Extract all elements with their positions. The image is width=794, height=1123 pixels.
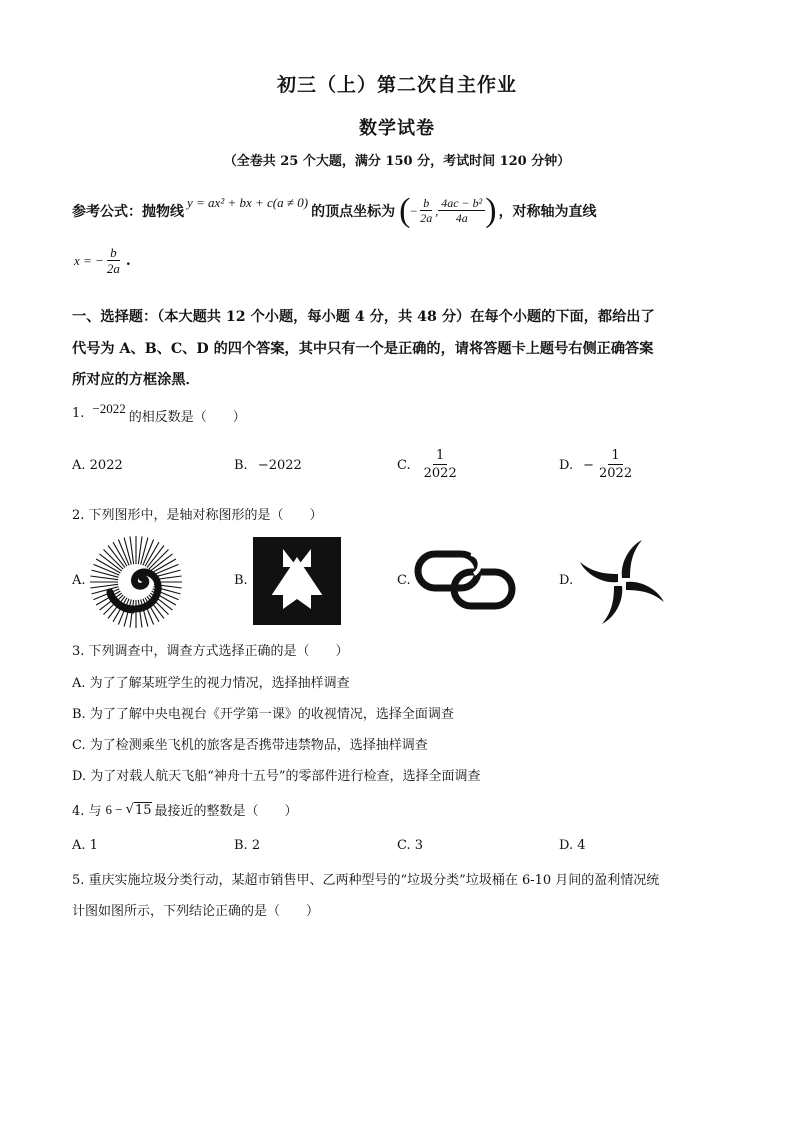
q2-option-b-label[interactable]: B. — [234, 573, 248, 588]
axis-numerator: b — [107, 246, 120, 261]
q3-stem: 3. 下列调查中，调查方式选择正确的是（ ） — [72, 644, 349, 659]
q4-text: 最接近的整数是（ ） — [154, 804, 298, 819]
vertex-x-denominator: 2a — [420, 211, 433, 225]
axis-of-symmetry — [74, 246, 131, 276]
vertex-separator: , — [435, 203, 439, 218]
axis-denominator: 2a — [106, 261, 120, 276]
q3-option-a[interactable]: A. 为了了解某班学生的视力情况，选择抽样调查 — [72, 676, 350, 691]
q1-math: −2022 — [92, 401, 126, 416]
q1-option-c[interactable] — [397, 447, 460, 483]
q4-stem — [72, 800, 298, 819]
q2-figure-c-chain-links-icon[interactable] — [414, 550, 518, 612]
q2-option-c-label[interactable]: C. — [397, 573, 411, 588]
q1-number: 1. — [72, 406, 85, 421]
q1-option-c-label: C. — [397, 457, 411, 473]
vertex-y-fraction — [438, 196, 485, 226]
q1-option-d[interactable] — [559, 447, 635, 483]
q1-option-d-denominator: 2022 — [599, 466, 633, 481]
q3-option-d[interactable]: D. 为了对载人航天飞船“神舟十五号”的零部件进行检查，选择全面调查 — [72, 769, 481, 784]
vertex-coordinates — [399, 192, 496, 230]
vertex-y-denominator: 4a — [455, 211, 468, 225]
q1-option-d-numerator: 1 — [608, 447, 622, 465]
q4-option-b[interactable]: B. 2 — [234, 838, 261, 853]
q2-stem: 2. 下列图形中，是轴对称图形的是（ ） — [72, 508, 323, 523]
axis-end: . — [125, 253, 131, 269]
section1-line3: 所对应的方框涂黑． — [72, 372, 200, 388]
q2-option-a-label[interactable]: A. — [72, 573, 86, 588]
subject-title: 数学试卷 — [359, 118, 435, 139]
vertex-x-sign: − — [410, 203, 418, 218]
q1-stem — [72, 401, 246, 425]
q3-option-b[interactable]: B. 为了了解中央电视台《开学第一课》的收视情况，选择全面调查 — [72, 707, 454, 722]
q1-option-c-fraction — [421, 447, 460, 483]
axis-fraction — [104, 246, 123, 276]
page-title: 初三（上）第二次自主作业 — [276, 74, 517, 96]
q1-option-d-fraction — [596, 447, 635, 483]
vertex-x-numerator: b — [420, 196, 432, 211]
q1-option-c-denominator: 2022 — [423, 466, 457, 481]
q5-line1: 5. 重庆实施垃圾分类行动，某超市销售甲、乙两种型号的“垃圾分类”垃圾桶在 6-10 月间的盈利情况统 — [72, 873, 660, 888]
q1-option-b[interactable] — [234, 458, 302, 473]
section1-line2: 代号为 A、B、C、D 的四个答案，其中只有一个是正确的，请将答题卡上题号右侧正确答案 — [72, 341, 654, 357]
axis-lhs: x = − — [74, 253, 104, 268]
q2-figure-d-pinwheel-icon[interactable] — [574, 536, 670, 628]
q2-option-d-label[interactable]: D. — [559, 573, 574, 588]
q1-option-d-sign: − — [583, 457, 594, 473]
q4-math: 6 − — [105, 801, 123, 817]
vertex-close-paren: ) — [485, 192, 497, 229]
formula-vertex-label: 的顶点坐标为 — [311, 204, 396, 220]
q1-option-b-label: B. — [234, 458, 248, 473]
section1-line1: 一、选择题：（本大题共 12 个小题，每小题 4 分，共 48 分）在每个小题的下面，都给出了 — [72, 309, 655, 325]
q1-option-d-label: D. — [559, 457, 574, 473]
formula-suffix: ，对称轴为直线 — [498, 204, 597, 220]
exam-info: （全卷共 25 个大题，满分 150 分，考试时间 120 分钟） — [223, 154, 571, 169]
q3-option-c[interactable]: C. 为了检测乘坐飞机的旅客是否携带违禁物品，选择抽样调查 — [72, 738, 428, 753]
q5-line2: 计图如图所示，下列结论正确的是（ ） — [72, 904, 320, 919]
q4-number: 4. 与 — [72, 804, 102, 819]
q1-text: 的相反数是（ ） — [128, 410, 246, 425]
vertex-x-fraction — [417, 196, 435, 226]
q4-option-c[interactable]: C. 3 — [397, 838, 424, 853]
q4-option-a[interactable]: A. 1 — [72, 838, 98, 853]
vertex-open-paren: ( — [399, 192, 411, 229]
vertex-y-numerator: 4ac − b² — [438, 196, 485, 211]
q2-figure-b-blocks-icon[interactable] — [253, 537, 341, 625]
q4-radicand: 15 — [134, 802, 152, 818]
q1-option-c-numerator: 1 — [433, 447, 447, 465]
q2-figure-a-spiral-icon[interactable] — [88, 534, 184, 630]
q4-option-d[interactable]: D. 4 — [559, 838, 586, 853]
formula-prefix: 参考公式：抛物线 — [72, 204, 184, 220]
q4-sqrt-sign: √ — [125, 802, 134, 817]
formula-parabola: y = ax² + bx + c(a ≠ 0) — [187, 195, 309, 210]
formula-line — [72, 189, 597, 233]
q1-option-b-value: −2022 — [257, 458, 302, 473]
q1-option-a[interactable]: A. 2022 — [72, 458, 123, 473]
